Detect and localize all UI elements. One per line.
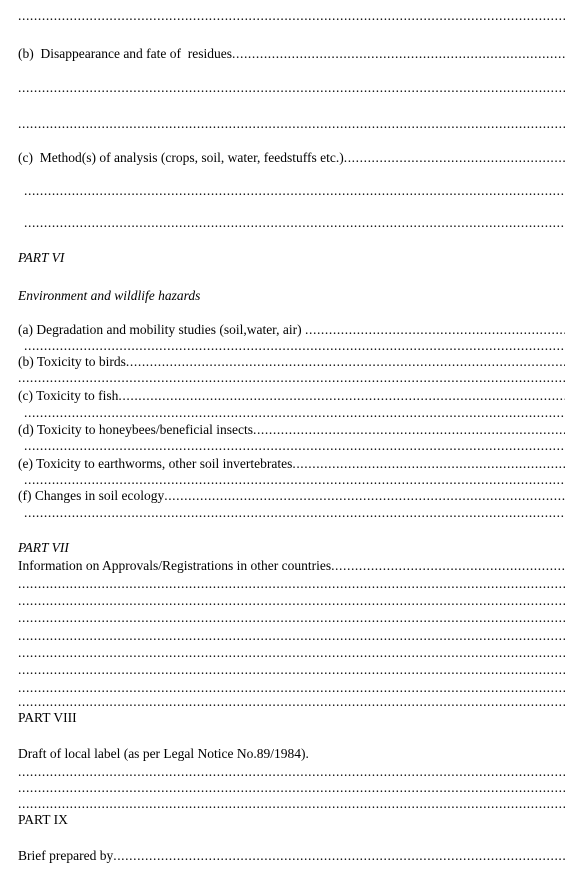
item-label: (f) Changes in soil ecology xyxy=(18,488,165,503)
methods-field xyxy=(18,150,565,166)
methods-label: (c) Method(s) of analysis (crops, soil, water, feedstuffs etc.) xyxy=(18,150,344,165)
dotted-line xyxy=(24,505,565,521)
item-label: (c) Toxicity to fish xyxy=(18,388,119,403)
dotted-line xyxy=(18,628,565,644)
degradation-field xyxy=(18,322,565,338)
fish-field xyxy=(18,388,565,404)
residues-field xyxy=(18,46,565,62)
item-label: (a) Degradation and mobility studies (soil,water, air) xyxy=(18,322,306,337)
part-ix-heading: PART IX xyxy=(18,812,68,827)
prepared-by-field xyxy=(18,848,565,864)
dotted-line xyxy=(24,183,565,199)
prepared-by-label: Brief prepared by xyxy=(18,848,114,863)
dotted-line xyxy=(18,370,565,386)
dotted-line xyxy=(18,593,565,609)
item-label: (d) Toxicity to honeybees/beneficial insects xyxy=(18,422,253,437)
dotted-line xyxy=(18,116,565,132)
dotted-line xyxy=(18,80,565,96)
dotted-line xyxy=(18,576,565,592)
approvals-field xyxy=(18,558,565,574)
local-label-heading: Draft of local label (as per Legal Notice No.89/1984). xyxy=(18,746,309,761)
part-vi-heading: PART VI xyxy=(18,250,65,265)
part-viii-heading: PART VIII xyxy=(18,710,77,725)
dotted-line xyxy=(24,215,565,231)
item-label: (b) Toxicity to birds xyxy=(18,354,126,369)
residues-label: (b) Disappearance and fate of residues xyxy=(18,46,233,61)
dotted-line xyxy=(18,8,565,24)
approvals-label: Information on Approvals/Registrations in other countries xyxy=(18,558,332,573)
dotted-line xyxy=(24,438,565,454)
dotted-line xyxy=(18,610,565,626)
item-label: (e) Toxicity to earthworms, other soil invertebrates xyxy=(18,456,293,471)
honeybees-field xyxy=(18,422,565,438)
part-vi-subheading: Environment and wildlife hazards xyxy=(18,288,201,303)
dotted-line xyxy=(24,405,565,421)
earthworms-field xyxy=(18,456,565,472)
dotted-line xyxy=(18,780,565,796)
dotted-line xyxy=(24,472,565,488)
dotted-line xyxy=(18,796,565,812)
dotted-line xyxy=(18,645,565,661)
dotted-line xyxy=(24,338,565,354)
part-vii-heading: PART VII xyxy=(18,540,69,555)
dotted-line xyxy=(18,662,565,678)
birds-field xyxy=(18,354,565,370)
soil-ecology-field xyxy=(18,488,565,504)
dotted-line xyxy=(18,694,565,710)
dotted-line xyxy=(18,764,565,780)
